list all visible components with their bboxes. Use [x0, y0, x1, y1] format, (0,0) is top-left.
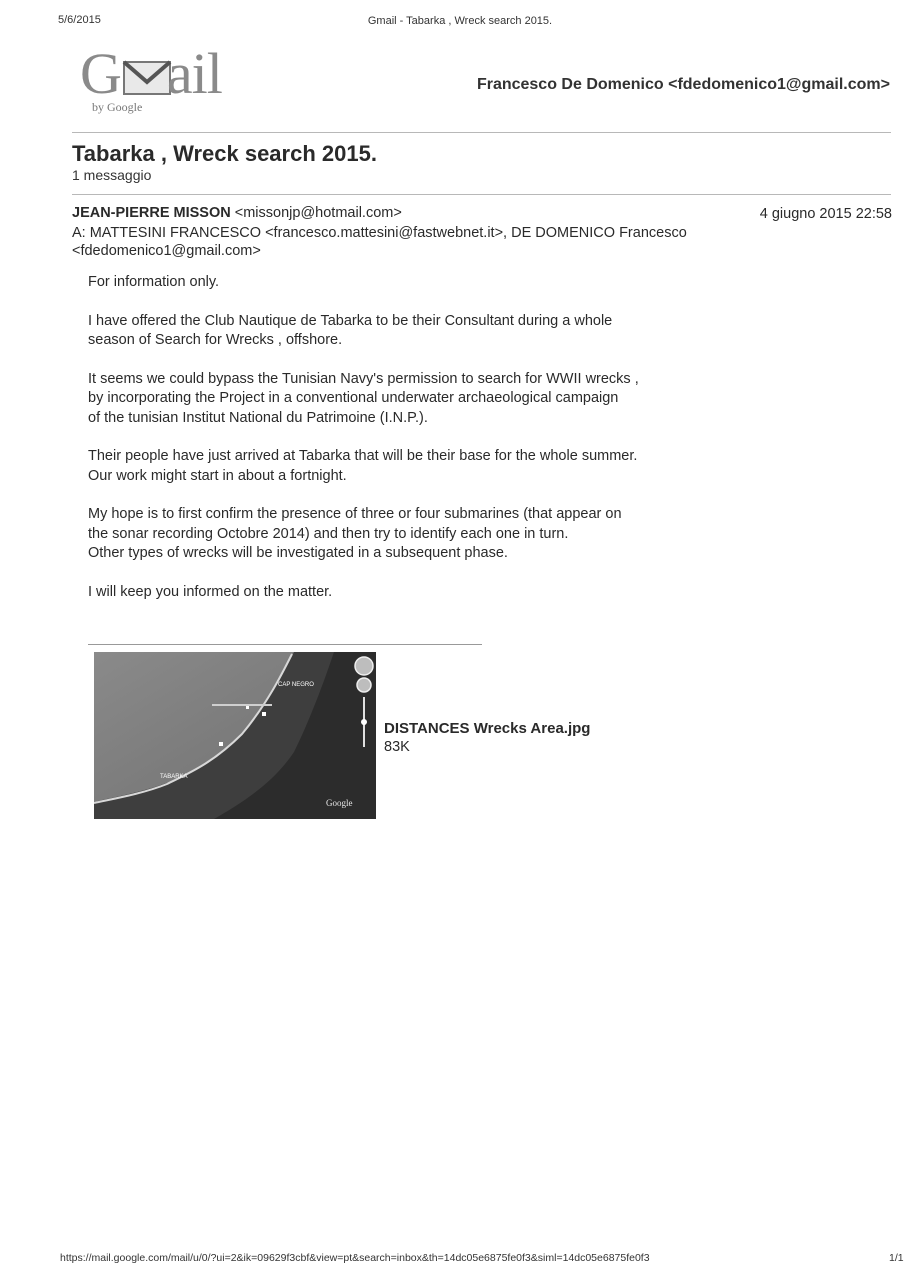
body-paragraph: [88, 583, 748, 603]
gmail-logo-text: G ail: [80, 41, 222, 106]
sender-name: JEAN-PIERRE MISSON: [72, 205, 231, 221]
body-line: Other types of wrecks will be investigated in a subsequent phase.: [88, 545, 508, 561]
map-label-cape: CAP NEGRO: [278, 682, 314, 688]
wreck-marker: [262, 712, 266, 716]
body-line: Their people have just arrived at Tabarka that will be their base for the whole summer.: [88, 448, 638, 464]
body-line: I will keep you informed on the matter.: [88, 583, 333, 600]
message-recipients: [72, 224, 812, 260]
body-paragraph: [88, 370, 748, 429]
body-line: Our work might start in about a fortnight.: [88, 467, 347, 484]
sender-email[interactable]: <missonjp@hotmail.com>: [234, 205, 402, 221]
gmail-logo-byline: by Google: [92, 100, 143, 114]
print-page-number: 1/1: [889, 1252, 904, 1264]
body-paragraph: [88, 505, 748, 564]
account-name: Francesco De Domenico <fdedomenico1@gmail.com>: [476, 76, 890, 93]
attachment-size: 83K: [384, 739, 410, 755]
body-line: My hope is to first confirm the presence of three or four submarines (that appear on: [88, 506, 622, 522]
message-date: 4 giugno 2015 22:58: [759, 206, 892, 222]
body-line: season of Search for Wrecks , offshore.: [88, 332, 343, 348]
body-paragraph: [88, 447, 748, 486]
recipients-line: <fdedomenico1@gmail.com>: [72, 243, 261, 259]
gmail-logo: [80, 41, 240, 116]
message-count: 1 messaggio: [72, 167, 152, 183]
body-paragraph: [88, 273, 748, 293]
subject-divider: [72, 194, 891, 195]
attachment-filename[interactable]: DISTANCES Wrecks Area.jpg: [384, 720, 591, 737]
signature-divider: [88, 644, 482, 645]
map-label-town: TABARKA: [160, 774, 188, 780]
body-line: by incorporating the Project in a conventional underwater archaeological campaign: [88, 390, 619, 406]
map-zoom-handle[interactable]: [361, 719, 367, 725]
message-sender: [72, 205, 402, 221]
map-pan-icon[interactable]: [357, 678, 371, 692]
body-line: For information only.: [88, 274, 220, 290]
body-paragraph: [88, 312, 748, 351]
wreck-marker: [219, 742, 223, 746]
print-date: 5/6/2015: [58, 14, 101, 26]
print-page-title: Gmail - Tabarka , Wreck search 2015.: [367, 15, 553, 27]
map-google-watermark: Google: [326, 798, 353, 808]
recipients-line: A: MATTESINI FRANCESCO <francesco.mattesini@fastwebnet.it>, DE DOMENICO Francesco: [72, 225, 687, 241]
header-divider: [72, 132, 891, 133]
body-line: of the tunisian Institut National du Patrimoine (I.N.P.).: [88, 409, 428, 426]
body-line: It seems we could bypass the Tunisian Navy's permission to search for WWII wrecks ,: [88, 370, 639, 387]
print-url: https://mail.google.com/mail/u/0/?ui=2&ik=09629f3cbf&view=pt&search=inbox&th=14dc05e6875fe0f3&siml=14dc05e6875fe0f3: [60, 1252, 650, 1264]
body-line: the sonar recording Octobre 2014) and then try to identify each one in turn.: [88, 525, 569, 542]
message-body: [88, 273, 748, 621]
body-line: I have offered the Club Nautique de Tabarka to be their Consultant during a whole: [88, 312, 613, 329]
map-compass-icon[interactable]: [355, 657, 373, 675]
thread-subject: Tabarka , Wreck search 2015.: [72, 141, 377, 166]
distance-line: [212, 704, 272, 706]
attachment-thumbnail[interactable]: [94, 652, 376, 819]
